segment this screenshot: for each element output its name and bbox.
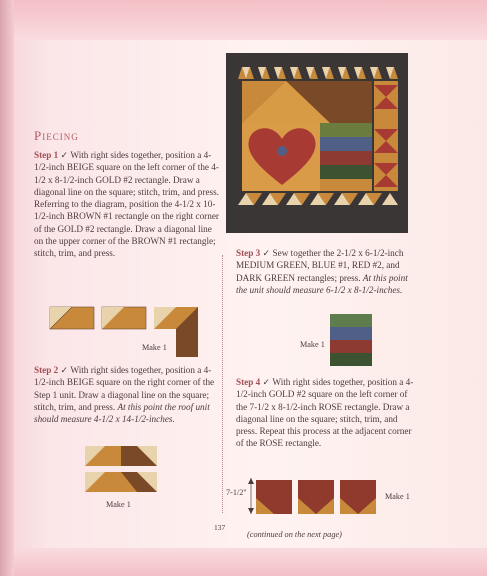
step2-text <box>34 364 219 425</box>
step2-label: Step 2 <box>34 365 59 375</box>
book-spine-shadow <box>0 0 14 576</box>
step2-caption: Make 1 <box>106 500 131 509</box>
step1-body: With right sides together, position a 4-1/2-inch BEIGE square on the left corner of the 4-1/2 x 8-1/2-inch GOLD #2 rectangle. Draw a diagonal line on the square; stitch, trim, and press. Referring to the diagram, position the 4-1/2 x 10-1/2-inch BROWN #1 rectangle on the right corner of the GOLD #2 rectangle. Draw a diagonal line on the upper corner of the BROWN #1 rectangle; stitch, trim, and press. <box>34 150 219 259</box>
step3-note: At this point the unit should measure 6-1/2 x 8-1/2-inches. <box>236 272 408 295</box>
step1-text <box>34 149 219 260</box>
step1-caption: Make 1 <box>142 343 167 352</box>
check-icon: ✓ <box>60 365 69 375</box>
check-icon: ✓ <box>262 377 271 387</box>
quilt-block-photo <box>226 53 408 233</box>
check-icon: ✓ <box>262 248 271 258</box>
step2-diagram <box>84 445 158 495</box>
step4-body: With right sides together, position a 4-1/2-inch GOLD #2 square on the left corner of the 7-1/2 x 8-1/2-inch ROSE rectangle. Draw a diagonal line on the square; stitch, trim, and press. Repeat this process at the adjacent corner of the ROSE rectangle. <box>236 377 414 449</box>
step2-note: At this point the roof unit should measure 4-1/2 x 14-1/2-inches. <box>34 401 210 425</box>
step3-label: Step 3 <box>236 248 261 258</box>
section-heading: Piecing <box>34 128 79 143</box>
strip-blue-1 <box>330 327 372 340</box>
step4-caption: Make 1 <box>385 492 410 501</box>
step4-diagram <box>246 478 386 516</box>
continued-note: (continued on the next page) <box>247 530 342 539</box>
page-number: 137 <box>214 523 226 532</box>
step3-caption: Make 1 <box>300 340 325 349</box>
step3-diagram <box>330 314 372 366</box>
strip-red-2 <box>330 340 372 353</box>
step4-dimension: 7-1/2" <box>226 488 247 497</box>
step1-label: Step 1 <box>34 150 59 160</box>
step3-body: Sew together the 2-1/2 x 6-1/2-inch MEDIUM GREEN, BLUE #1, RED #2, and DARK GREEN rectangles; press. <box>236 248 404 283</box>
step2-body: With right sides together, position a 4-1/2-inch BEIGE square on the right corner of the Step 1 unit. Draw a diagonal line on the square; stitch, trim, and press. <box>34 365 215 412</box>
strip-medium-green <box>330 314 372 327</box>
strip-dark-green <box>330 353 372 366</box>
check-icon: ✓ <box>60 150 69 160</box>
page-bottom-band <box>0 548 487 576</box>
step4-label: Step 4 <box>236 377 261 387</box>
page-top-band <box>0 0 487 40</box>
step1-diagram <box>48 305 198 361</box>
column-divider <box>222 255 224 513</box>
step3-text <box>236 247 416 296</box>
step4-text <box>236 376 416 450</box>
